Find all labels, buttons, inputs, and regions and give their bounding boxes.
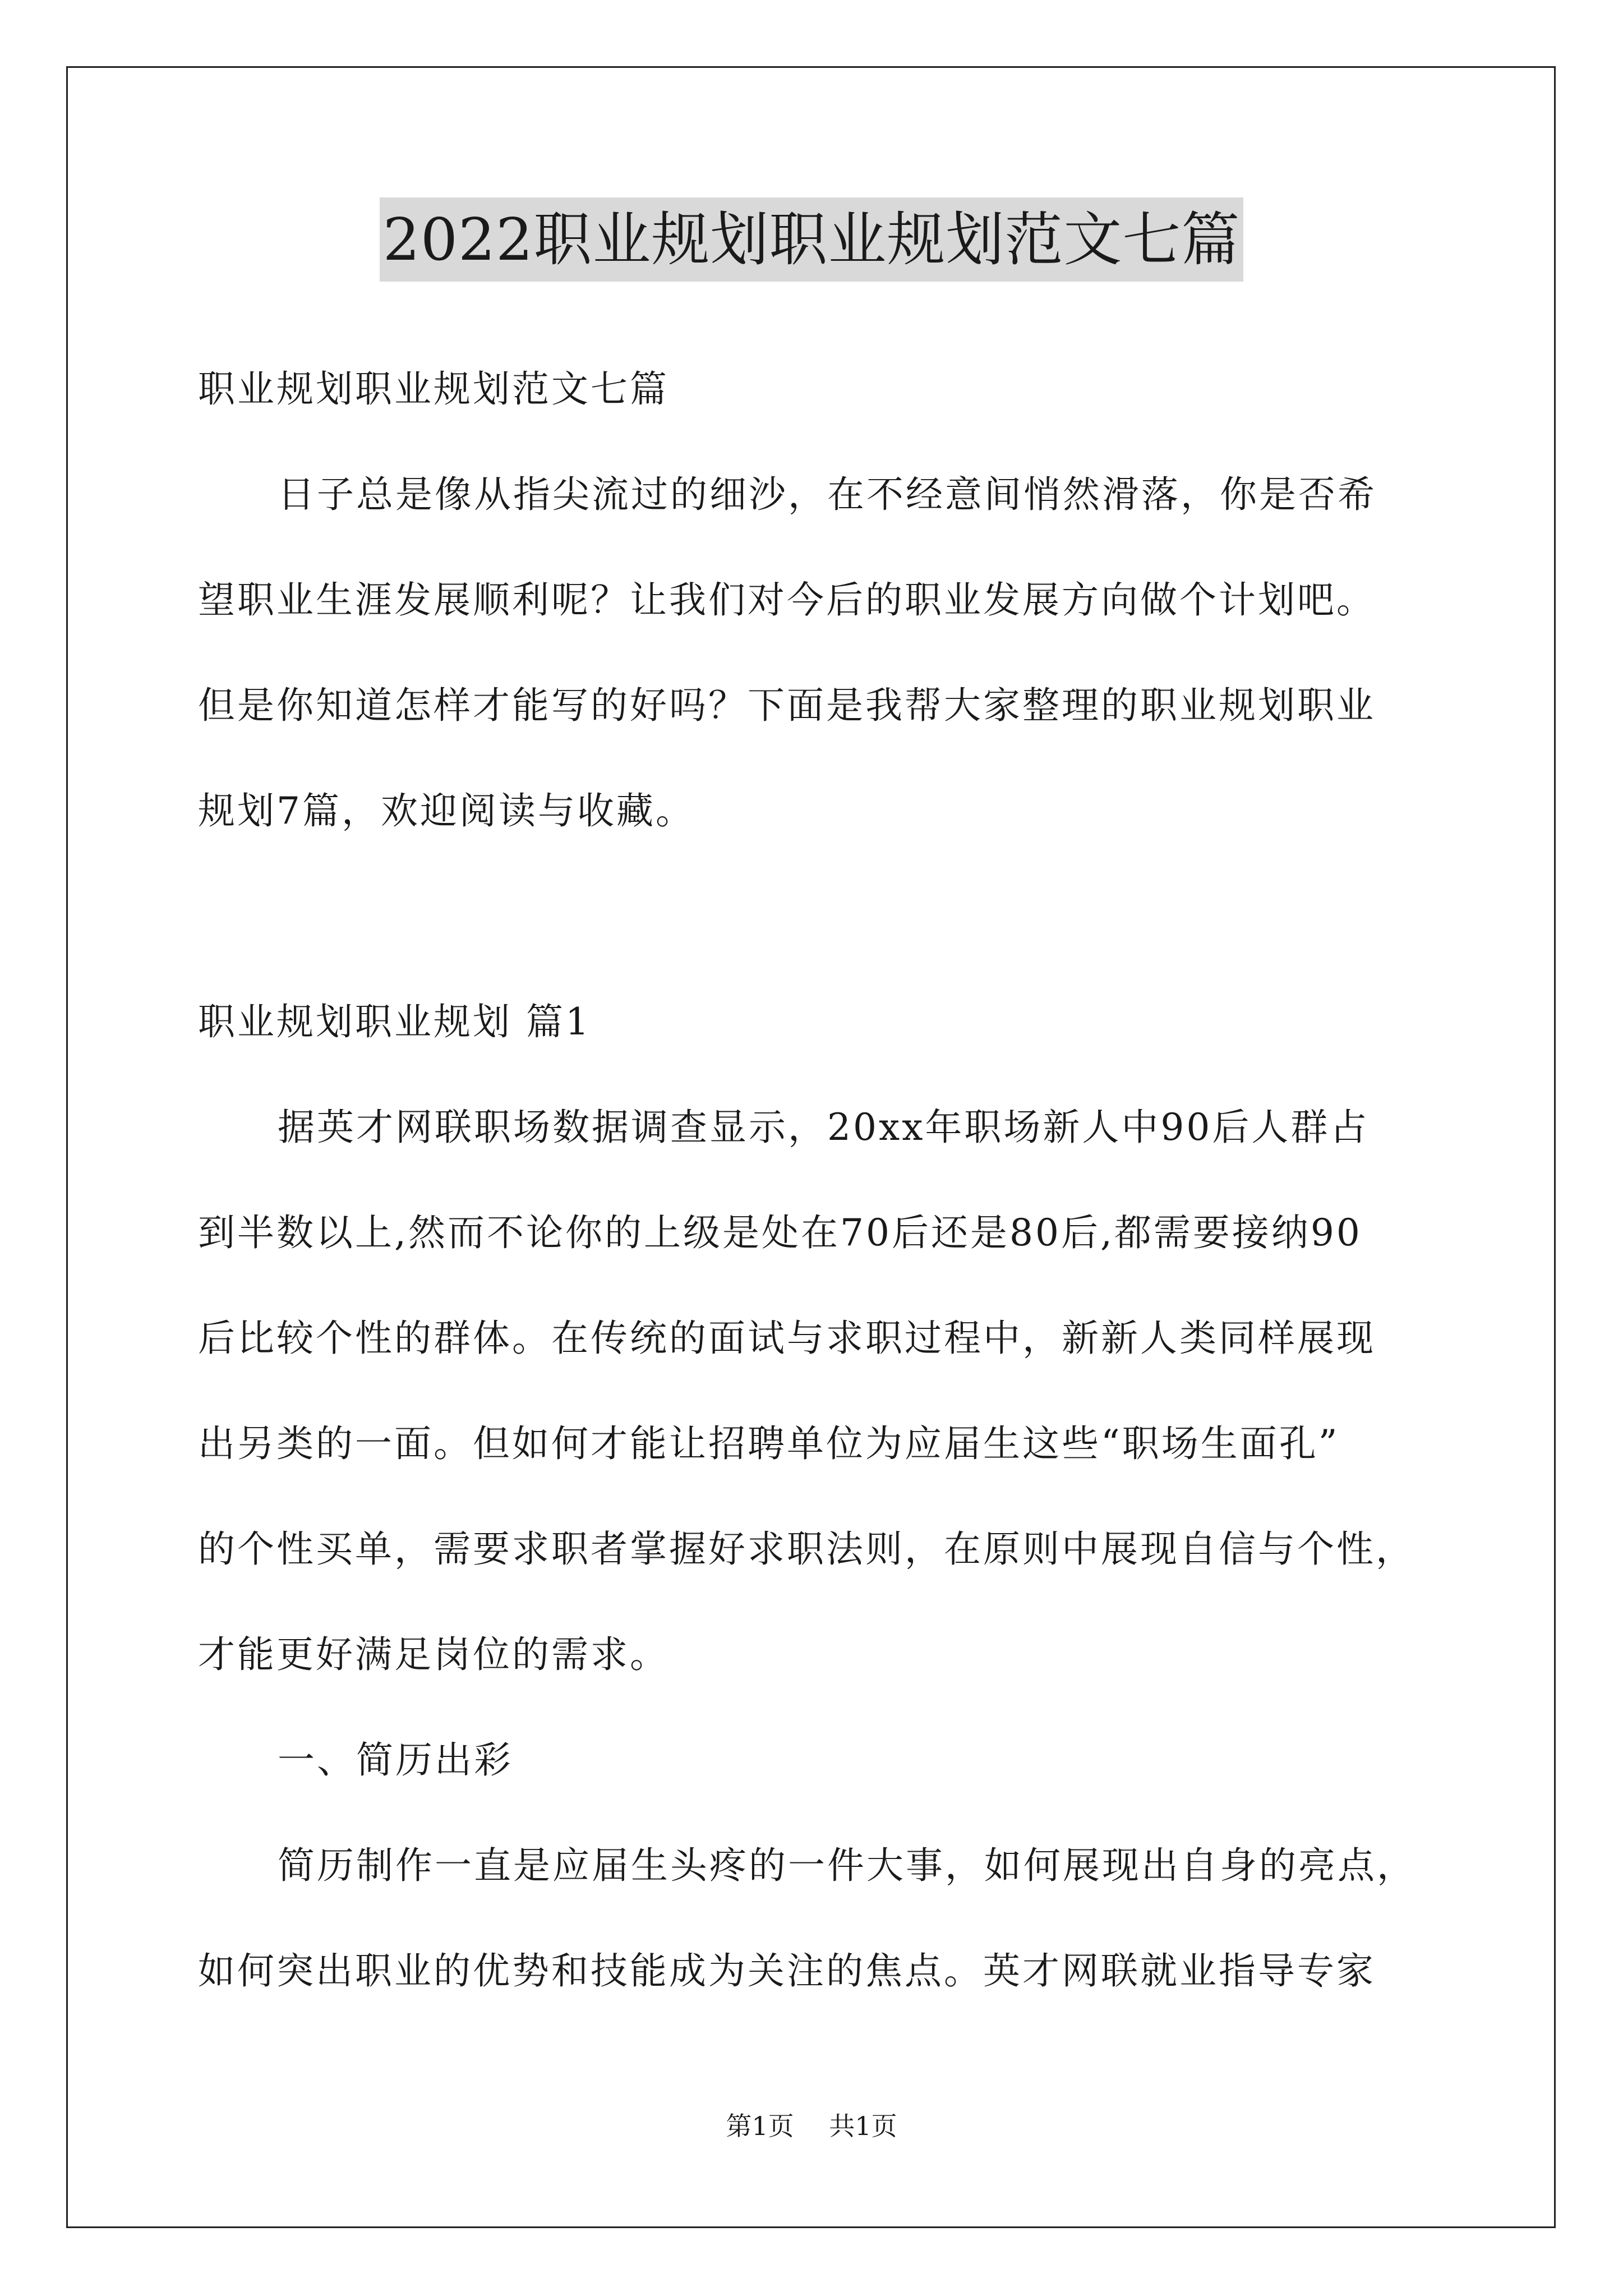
intro-line: 规划7篇，欢迎阅读与收藏。: [198, 789, 695, 832]
section-line: 出另类的一面。但如何才能让招聘单位为应届生这些“职场生面孔”: [198, 1422, 1340, 1465]
section-line: 据英才网联职场数据调查显示，20xx年职场新人中90后人群占: [278, 1106, 1370, 1149]
section-heading: 职业规划职业规划 篇1: [198, 1000, 591, 1043]
page-footer: [0, 2109, 1623, 2143]
resume-line: 如何突出职业的优势和技能成为关注的焦点。英才网联就业指导专家: [198, 1949, 1376, 1993]
sub-heading: 一、简历出彩: [278, 1738, 513, 1782]
intro-line: 日子总是像从指尖流过的细沙，在不经意间悄然滑落，你是否希: [278, 473, 1377, 516]
page-number-current: 第1页: [726, 2111, 794, 2141]
section-line: 的个性买单，需要求职者掌握好求职法则，在原则中展现自信与个性，: [198, 1527, 1415, 1571]
title-container: [0, 197, 1623, 282]
document-title: 2022职业规划职业规划范文七篇: [380, 197, 1244, 282]
section-line: 才能更好满足岗位的需求。: [198, 1633, 669, 1676]
resume-line: 简历制作一直是应届生头疼的一件大事，如何展现出自身的亮点，: [278, 1844, 1416, 1887]
section-line: 后比较个性的群体。在传统的面试与求职过程中，新新人类同样展现: [198, 1317, 1376, 1360]
intro-line: 但是你知道怎样才能写的好吗？下面是我帮大家整理的职业规划职业: [198, 684, 1376, 727]
intro-line: 望职业生涯发展顺利呢？让我们对今后的职业发展方向做个计划吧。: [198, 578, 1376, 622]
page-number-total: 共1页: [829, 2111, 897, 2141]
paragraph-gap: [198, 864, 1449, 969]
document-subtitle: 职业规划职业规划范文七篇: [198, 367, 669, 411]
document-body: [198, 337, 1449, 2024]
section-line: 到半数以上,然而不论你的上级是处在70后还是80后,都需要接纳90: [198, 1211, 1362, 1254]
